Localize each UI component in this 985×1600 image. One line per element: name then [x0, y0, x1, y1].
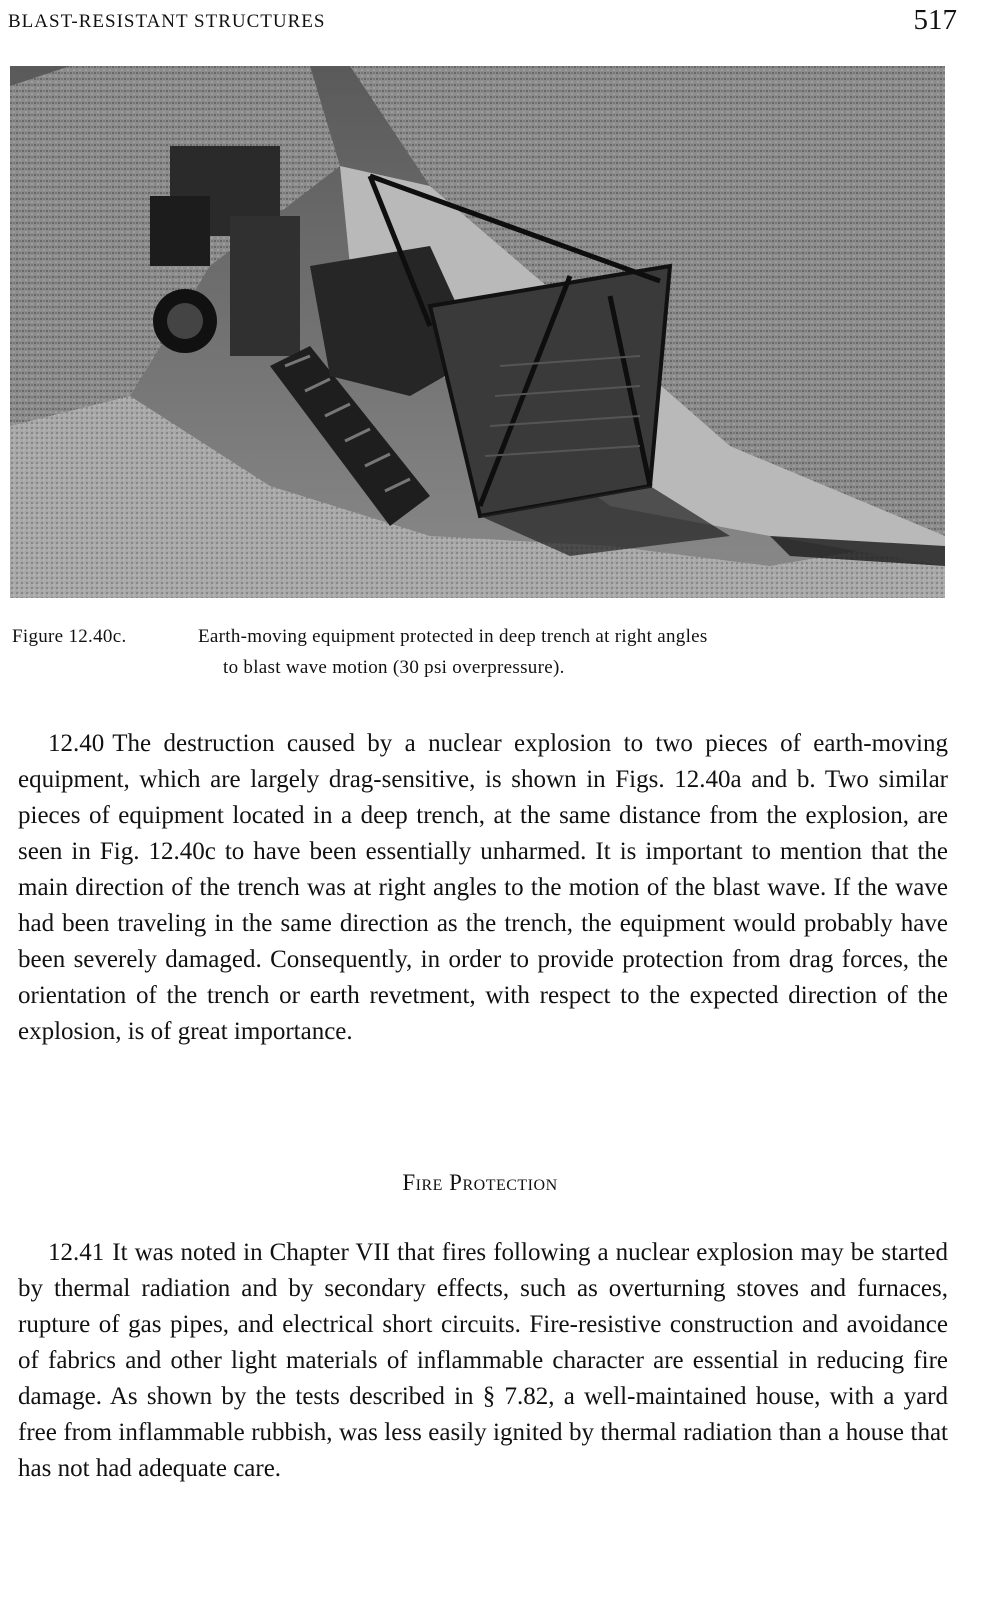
running-title: BLAST-RESISTANT STRUCTURES — [8, 11, 326, 32]
section-heading: Fire Protection — [402, 1170, 558, 1195]
paragraph-number: 12.40 — [48, 730, 105, 757]
figure-photo — [10, 66, 945, 598]
paragraph-text: It was noted in Chapter VII that fires following a nuclear explosion may be started by thermal radiation and by secondary effects, such as overturning stoves and furnaces, rupture of gas pipes, and electrical short circuits. Fire-resistive construction and avoidance of fabrics and other light materials of inflammable character are essential in reducing fire damage. As shown by the tests described in § 7.82, a well-maintained house, with a yard free from inflammable rubbish, was less easily ignited by thermal radiation than a house that has not had adequate care. — [18, 1239, 948, 1482]
figure-caption — [12, 621, 947, 683]
paragraph-number: 12.41 — [48, 1239, 105, 1266]
page-number: 517 — [913, 4, 957, 36]
paragraph-12-41 — [18, 1235, 948, 1487]
figure-label: Figure 12.40c. — [12, 626, 127, 647]
running-head — [8, 4, 957, 38]
trench-photo-illustration — [10, 66, 945, 598]
paragraph-text: The destruction caused by a nuclear explosion to two pieces of earth-moving equipment, which are largely drag-sensitive, is shown in Figs. 12.40a and b. Two similar pieces of equipment located in a deep trench, at the same distance from the explosion, are seen in Fig. 12.40c to have been essentially unharmed. It is important to mention that the main direction of the trench was at right angles to the motion of the blast wave. If the wave had been traveling in the same direction as the trench, the equipment would probably have been severely damaged. Consequently, in order to provide protection from drag forces, the orientation of the trench or earth revetment, with respect to the expected direction of the explosion, is of great importance. — [18, 730, 948, 1045]
paragraph-12-40 — [18, 726, 948, 1050]
caption-line-1: Earth-moving equipment protected in deep trench at right angles — [198, 626, 708, 647]
caption-line-2: to blast wave motion (30 psi overpressure). — [223, 657, 565, 678]
